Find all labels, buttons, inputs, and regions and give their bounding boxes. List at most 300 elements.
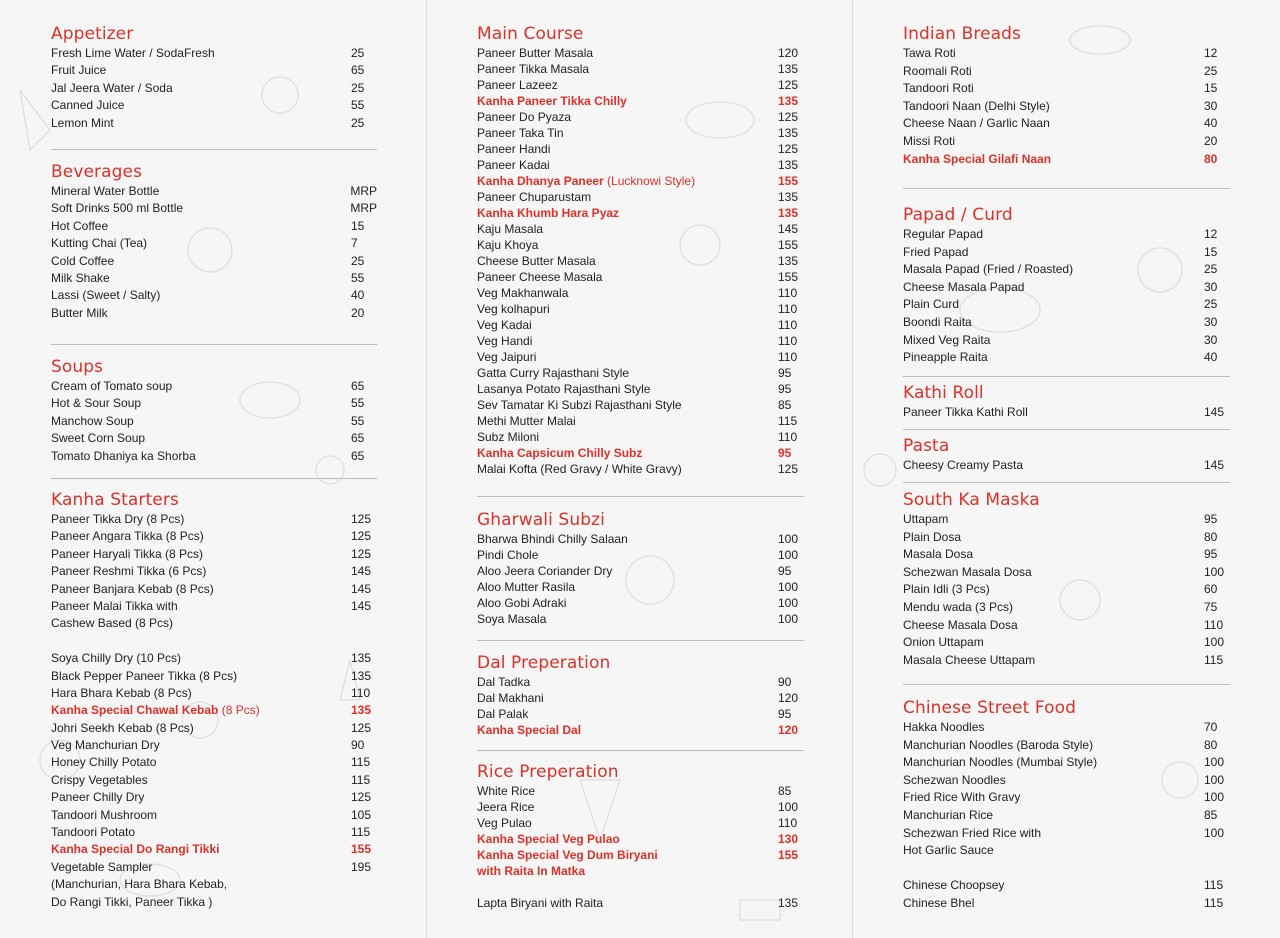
menu-item-price: 130: [778, 832, 799, 846]
section-title: Soups: [51, 357, 104, 377]
menu-item-name: [477, 414, 778, 428]
menu-item-price: 120: [778, 723, 799, 737]
menu-item-price: 125: [351, 546, 372, 561]
section-divider: [903, 376, 1230, 377]
menu-item: [477, 612, 804, 628]
menu-item-name: [477, 548, 778, 562]
menu-item-name: [51, 306, 351, 320]
menu-item: [51, 703, 377, 720]
menu-item: [903, 547, 1230, 565]
menu-item-price: 12: [1204, 227, 1218, 241]
menu-item-price: 55: [351, 396, 365, 411]
menu-item-name-text: Paneer Malai Tikka with: [51, 598, 178, 613]
menu-section-kathi-roll: [903, 383, 1230, 423]
menu-item: [477, 334, 804, 350]
menu-item-price: 20: [351, 305, 365, 320]
menu-item-price: 120: [778, 691, 799, 705]
menu-item-name-text: Regular Papad: [903, 227, 984, 241]
menu-item-name-text: Do Rangi Tikki, Paneer Tikka ): [51, 894, 213, 909]
menu-column-2: [427, 0, 852, 938]
menu-item-name-text: Bharwa Bhindi Chilly Salaan: [477, 532, 628, 546]
menu-item-name: [477, 302, 778, 316]
menu-item-name-text: Cheese Masala Papad: [903, 279, 1025, 294]
menu-item: [51, 790, 377, 807]
menu-section-beverages: [51, 162, 377, 323]
menu-item-price: 145: [1204, 405, 1225, 419]
menu-item-price: 100: [778, 548, 799, 562]
menu-item: [51, 449, 377, 466]
menu-section-south-ka-maska: [903, 490, 1230, 670]
menu-item-price: 110: [778, 286, 798, 300]
menu-item: [477, 864, 804, 880]
menu-item-price: MRP: [350, 201, 377, 216]
menu-item-name-text: Canned Juice: [51, 98, 125, 113]
menu-item-name: [477, 398, 778, 412]
menu-item-name-text: Paneer Lazeez: [477, 78, 558, 92]
menu-item-name-text: Kanha Special Veg Pulao: [477, 832, 620, 846]
menu-item-name-text: Honey Chilly Potato: [51, 755, 157, 770]
menu-item: [903, 350, 1230, 368]
menu-item-name-text: Veg Handi: [477, 334, 533, 348]
menu-item-name: [903, 333, 1204, 347]
menu-item-name-text: Kaju Masala: [477, 222, 544, 236]
menu-item-name-text: Fried Papad: [903, 244, 969, 259]
menu-item: [51, 686, 377, 703]
menu-item-name-text: Milk Shake: [51, 270, 110, 285]
menu-item-price: 125: [351, 720, 372, 735]
menu-item-name-text: Masala Papad (Fried / Roasted): [903, 262, 1074, 277]
menu-item-name-text: Johri Seekh Kebab (8 Pcs): [51, 720, 194, 735]
menu-item-name: [477, 707, 778, 721]
menu-item-name-text: Cheesy Creamy Pasta: [903, 458, 1024, 472]
menu-item-name: [477, 254, 778, 268]
menu-section-main-course: [477, 24, 804, 478]
menu-item-name: [903, 530, 1204, 544]
menu-item-name: [903, 512, 1204, 526]
menu-item-name: [903, 773, 1204, 787]
section-title: Kathi Roll: [903, 383, 984, 403]
menu-item-name: [51, 686, 351, 700]
menu-item-name: [477, 142, 778, 156]
menu-item-price: 110: [778, 430, 798, 444]
menu-item-price: 135: [778, 126, 799, 140]
menu-item-name-text: Aloo Gobi Adraki: [477, 596, 567, 610]
menu-item-name-text: Boondi Raita: [903, 314, 972, 329]
menu-item-name: [903, 878, 1204, 892]
menu-item: [51, 825, 377, 842]
menu-item-name: [477, 190, 778, 204]
menu-item-name-text: Pindi Chole: [477, 548, 539, 562]
menu-item: [903, 530, 1230, 548]
menu-item-name: [51, 738, 351, 752]
menu-item-name-text: Dal Palak: [477, 707, 529, 721]
menu-item-price: 80: [1204, 737, 1218, 752]
menu-item-name: [903, 618, 1204, 632]
menu-item-name-text: Soya Chilly Dry (10 Pcs): [51, 651, 182, 666]
menu-item-name: [477, 94, 778, 108]
menu-item: [477, 190, 804, 206]
menu-item-name: [51, 512, 351, 526]
menu-item-name: [51, 703, 351, 717]
menu-item-price: 135: [351, 703, 372, 718]
menu-item-name: [477, 446, 778, 460]
menu-item-price: 25: [1204, 297, 1218, 312]
menu-item-name-text: Lemon Mint: [51, 115, 114, 130]
menu-item: [477, 398, 804, 414]
menu-item-name-text: with Raita In Matka: [477, 864, 586, 878]
menu-item-price: 95: [778, 564, 792, 578]
menu-item-name-text: Veg Kadai: [477, 318, 532, 332]
menu-item: [903, 808, 1230, 826]
menu-item: [477, 548, 804, 564]
menu-item-name-text: Hara Bhara Kebab (8 Pcs): [51, 685, 192, 700]
section-divider: [51, 344, 377, 345]
menu-item-name-text: Kanha Dhanya Paneer: [477, 174, 604, 188]
menu-item: [477, 142, 804, 158]
menu-item-name-text: Veg Manchurian Dry: [51, 738, 160, 753]
menu-item-name-text: Vegetable Sampler: [51, 859, 153, 874]
menu-item-price: 95: [778, 366, 792, 380]
menu-item-price: 135: [778, 94, 799, 108]
menu-item-price: 110: [778, 334, 798, 348]
menu-item-price: 100: [778, 532, 799, 546]
menu-item-price: 115: [351, 755, 371, 770]
menu-item-name: [51, 616, 351, 630]
menu-item-name: [903, 227, 1204, 241]
menu-item: [51, 773, 377, 790]
menu-item-name-text: Kanha Khumb Hara Pyaz: [477, 206, 620, 220]
menu-item: [477, 596, 804, 612]
menu-item-price: 135: [778, 206, 799, 220]
menu-item-price: 100: [778, 596, 799, 610]
menu-item-price: 15: [1204, 81, 1218, 96]
menu-item-name: [51, 63, 351, 77]
menu-item: [903, 134, 1230, 152]
menu-item-name: [51, 825, 351, 839]
menu-item-name: [477, 270, 778, 284]
menu-item-price: 95: [778, 707, 792, 721]
menu-item-price: 145: [778, 222, 799, 236]
menu-item-price: 65: [351, 431, 365, 446]
menu-item: [903, 227, 1230, 245]
menu-item-name: [903, 720, 1204, 734]
menu-item-name-text: Paneer Tikka Dry (8 Pcs): [51, 512, 185, 526]
menu-item-price: 55: [351, 413, 365, 428]
menu-item-price: 80: [1204, 529, 1218, 544]
menu-item: [477, 462, 804, 478]
menu-item: [51, 547, 377, 564]
menu-item-price: 125: [351, 512, 372, 526]
menu-item-name-text: Kanha Capsicum Chilly Subz: [477, 446, 643, 460]
menu-item: [903, 755, 1230, 773]
menu-item: [903, 280, 1230, 298]
section-title: Rice Preperation: [477, 762, 619, 782]
menu-item-name: [903, 755, 1204, 769]
menu-item-name-text: Paneer Angara Tikka (8 Pcs): [51, 529, 204, 544]
menu-item-name: [477, 832, 778, 846]
menu-item-price: 120: [778, 46, 799, 60]
menu-item-name: [51, 529, 351, 543]
menu-item: [477, 675, 804, 691]
menu-item-price: 100: [1204, 564, 1225, 579]
menu-item-price: 115: [351, 825, 371, 840]
menu-item-price: 145: [351, 564, 372, 579]
menu-item-name-text: Paneer Cheese Masala: [477, 270, 603, 284]
menu-item-name-text: Malai Kofta (Red Gravy / White Gravy): [477, 462, 682, 476]
menu-item-name: [903, 245, 1204, 259]
menu-item-name: [477, 366, 778, 380]
menu-item: [51, 81, 377, 98]
menu-item-price: 65: [351, 448, 365, 463]
menu-item-price: 110: [778, 350, 798, 364]
menu-item-price: 135: [778, 62, 799, 76]
menu-item: [51, 254, 377, 271]
menu-item-name-text: (Manchurian, Hara Bhara Kebab,: [51, 877, 228, 892]
menu-item: [51, 808, 377, 825]
menu-item-price: 30: [1204, 314, 1218, 329]
menu-item-price: 115: [778, 414, 798, 428]
menu-item: [477, 564, 804, 580]
menu-item-name: [51, 236, 351, 250]
menu-item: [903, 565, 1230, 583]
menu-item-price: 25: [1204, 262, 1218, 277]
section-divider: [903, 429, 1230, 430]
menu-item-name-text: Dal Makhani: [477, 691, 544, 705]
menu-section-papad-curd: [903, 205, 1230, 368]
menu-item-name-text: Jeera Rice: [477, 800, 535, 814]
menu-item-price: 135: [778, 896, 799, 910]
menu-item-name-text: Paneer Kadai: [477, 158, 550, 172]
menu-item-name: [903, 280, 1204, 294]
menu-item: [477, 318, 804, 334]
menu-item: [477, 832, 804, 848]
menu-item-name: [51, 254, 351, 268]
menu-item: [477, 800, 804, 816]
menu-item-price: 145: [1204, 458, 1225, 472]
menu-item-price: 65: [351, 379, 365, 393]
menu-item: [51, 201, 377, 218]
menu-item-name: [51, 877, 351, 891]
menu-item: [903, 826, 1230, 844]
menu-section-indian-breads: [903, 24, 1230, 169]
menu-item: [51, 116, 377, 133]
menu-item: [51, 98, 377, 115]
menu-item-price: 135: [778, 190, 799, 204]
menu-item: [477, 46, 804, 62]
menu-item-name: [51, 431, 351, 445]
section-title: Beverages: [51, 162, 143, 182]
menu-item-price: 125: [351, 790, 372, 805]
menu-item-name-text: Uttapam: [903, 512, 949, 526]
menu-item: [477, 110, 804, 126]
menu-item: [477, 532, 804, 548]
menu-item-price: 155: [778, 174, 799, 188]
menu-item-name-text: Mineral Water Bottle: [51, 184, 160, 198]
menu-item-name: [51, 564, 351, 578]
menu-item-name-text: Paneer Reshmi Tikka (6 Pcs): [51, 564, 207, 579]
menu-item-price: 85: [778, 784, 792, 798]
menu-item-price: 40: [1204, 116, 1218, 131]
menu-item-price: 85: [778, 398, 792, 412]
menu-item-name-text: Soya Masala: [477, 612, 547, 626]
menu-item-name: [51, 414, 351, 428]
menu-item-name-text: Cream of Tomato soup: [51, 379, 173, 393]
menu-item: [903, 790, 1230, 808]
menu-item-name-text: Kaju Khoya: [477, 238, 539, 252]
menu-item-name: [477, 784, 778, 798]
menu-item-name: [477, 174, 778, 188]
menu-item-name: [51, 379, 351, 393]
menu-item-name-note: (Lucknowi Style): [603, 174, 696, 188]
menu-item-price: 95: [778, 446, 792, 460]
menu-item-name-text: Tandoori Potato: [51, 825, 136, 840]
menu-item-price: 135: [351, 668, 372, 683]
menu-item-price: 105: [351, 807, 372, 822]
menu-item-price: 65: [351, 63, 365, 78]
menu-item-name-text: Cheese Naan / Garlic Naan: [903, 116, 1050, 131]
menu-item-name: [51, 721, 351, 735]
menu-item-price: 30: [1204, 98, 1218, 113]
menu-item: [903, 46, 1230, 64]
menu-item-name: [903, 547, 1204, 561]
menu-item-name: [477, 532, 778, 546]
menu-item: [51, 306, 377, 323]
menu-item-name-text: Paneer Chilly Dry: [51, 790, 145, 805]
menu-item-price: 80: [1204, 151, 1218, 166]
menu-item: [903, 116, 1230, 134]
menu-item-name-text: Hakka Noodles: [903, 720, 985, 734]
menu-item: [477, 366, 804, 382]
menu-item-name-text: Kanha Paneer Tikka Chilly: [477, 94, 627, 108]
section-title: Main Course: [477, 24, 584, 44]
menu-item-name-text: Manchurian Noodles (Mumbai Style): [903, 755, 1098, 770]
menu-item: [51, 271, 377, 288]
menu-item-name: [477, 78, 778, 92]
menu-section-soups: [51, 357, 377, 466]
menu-item-name: [477, 675, 778, 689]
menu-item-name-text: Veg Makhanwala: [477, 286, 569, 300]
menu-item-name: [51, 81, 351, 95]
menu-item-name: [903, 843, 1204, 857]
menu-item-name-text: Sev Tamatar Ki Subzi Rajasthani Style: [477, 398, 682, 412]
menu-item-name-text: Roomali Roti: [903, 63, 972, 78]
menu-item-name-text: Butter Milk: [51, 305, 108, 320]
menu-item: [51, 634, 377, 651]
menu-item-name-text: Aloo Jeera Coriander Dry: [477, 564, 613, 578]
menu-item-name: [51, 895, 351, 909]
menu-item-name-text: Plain Idli (3 Pcs): [903, 582, 990, 597]
menu-item-name-text: Tandoori Naan (Delhi Style): [903, 98, 1050, 113]
menu-item-name-text: Mendu wada (3 Pcs): [903, 599, 1014, 614]
menu-item-name-text: Jal Jeera Water / Soda: [51, 80, 173, 95]
menu-item: [477, 784, 804, 800]
menu-item-price: 100: [778, 612, 799, 626]
menu-item-name: [477, 580, 778, 594]
menu-item-name-text: Masala Dosa: [903, 547, 974, 562]
menu-section-chinese-street-food: [903, 698, 1230, 914]
menu-item: [477, 723, 804, 739]
menu-item-name: [903, 653, 1204, 667]
menu-item-price: 40: [1204, 350, 1218, 365]
menu-item-name: [903, 458, 1204, 472]
menu-item-price: 75: [1204, 599, 1218, 614]
menu-item-name-text: Mixed Veg Raita: [903, 332, 991, 347]
section-title: South Ka Maska: [903, 490, 1040, 510]
menu-item: [477, 254, 804, 270]
menu-item-name: [51, 201, 350, 215]
menu-item: [51, 895, 377, 912]
menu-item: [51, 669, 377, 686]
menu-item-name-text: Kanha Special Veg Dum Biryani: [477, 848, 658, 862]
menu-item-name-text: Kutting Chai (Tea): [51, 236, 148, 251]
section-title: Dal Preperation: [477, 653, 611, 673]
menu-item: [477, 816, 804, 832]
menu-section-pasta: [903, 436, 1230, 476]
menu-item-name: [903, 635, 1204, 649]
menu-item: [903, 64, 1230, 82]
menu-item-name-text: Pineapple Raita: [903, 350, 988, 365]
menu-item-price: 95: [1204, 512, 1218, 526]
menu-item: [903, 738, 1230, 756]
menu-item-name-text: Black Pepper Paneer Tikka (8 Pcs): [51, 668, 238, 683]
menu-item-price: 90: [351, 738, 365, 753]
menu-item: [477, 62, 804, 78]
menu-item-name-text: Cashew Based (8 Pcs): [51, 616, 174, 631]
menu-item: [477, 382, 804, 398]
menu-section-gharwali-subzi: [477, 510, 804, 628]
menu-item-name: [51, 449, 351, 463]
section-divider: [477, 640, 804, 641]
menu-item-price: 100: [1204, 635, 1225, 650]
menu-item: [477, 430, 804, 446]
menu-item-name-text: Veg kolhapuri: [477, 302, 550, 316]
menu-item-price: 12: [1204, 46, 1218, 60]
menu-item-name: [51, 860, 351, 874]
menu-item: [51, 842, 377, 859]
menu-item-name: [51, 288, 351, 302]
menu-item-price: 135: [778, 254, 799, 268]
menu-item: [51, 288, 377, 305]
section-title: Gharwali Subzi: [477, 510, 605, 530]
menu-item-name: [51, 271, 351, 285]
menu-item-name: [51, 46, 351, 60]
menu-item: [477, 78, 804, 94]
menu-item-price: 110: [778, 816, 798, 830]
menu-item: [477, 896, 804, 912]
menu-item-name-text: Soft Drinks 500 ml Bottle: [51, 201, 184, 216]
menu-item-name: [903, 582, 1204, 596]
menu-item-name: [477, 896, 778, 910]
menu-item: [51, 512, 377, 529]
section-divider: [903, 482, 1230, 483]
menu-item-name: [903, 116, 1204, 130]
menu-item-name-text: Manchurian Noodles (Baroda Style): [903, 737, 1094, 752]
menu-item-name: [477, 334, 778, 348]
menu-item-price: 110: [1204, 617, 1224, 632]
section-title: Pasta: [903, 436, 950, 456]
menu-item-name-text: Paneer Tikka Masala: [477, 62, 590, 76]
menu-item-name: [903, 99, 1204, 113]
menu-item-price: 60: [1204, 582, 1218, 597]
menu-item-name: [477, 864, 778, 878]
menu-item-name: [51, 219, 351, 233]
menu-item-price: 155: [778, 238, 799, 252]
menu-item-price: 100: [1204, 755, 1225, 770]
menu-item: [903, 99, 1230, 117]
menu-item-name-text: Fruit Juice: [51, 63, 107, 78]
menu-item: [51, 599, 377, 616]
menu-item-name-text: Methi Mutter Malai: [477, 414, 576, 428]
